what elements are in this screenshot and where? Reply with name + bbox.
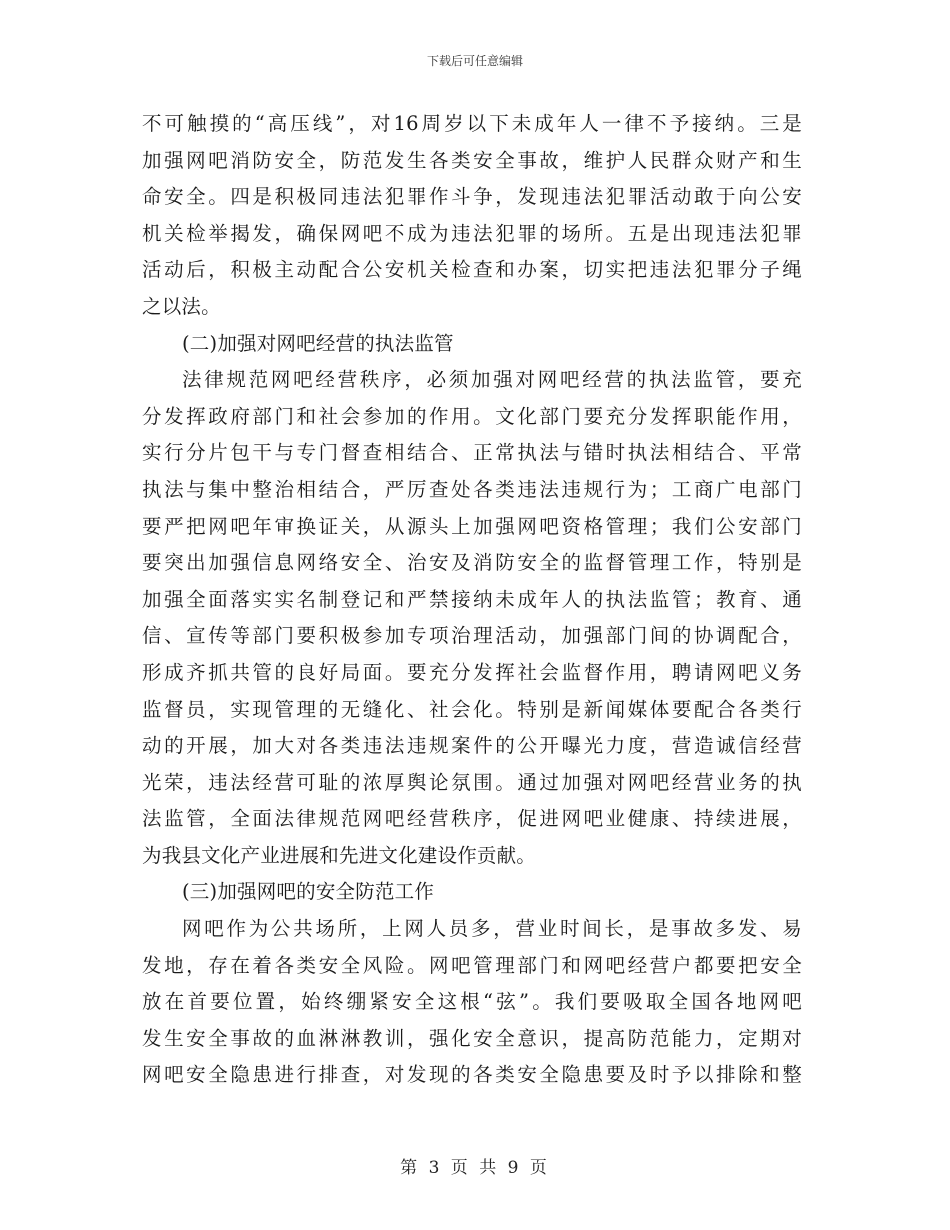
body-text-line: 活动后，积极主动配合公安机关检查和办案，切实把违法犯罪分子绳 [142,258,802,282]
page-number: 第 3 页 共 9 页 [400,1158,550,1178]
body-text-line: 信、宣传等部门要积极参加专项治理活动，加强部门间的协调配合， [142,624,802,648]
body-text-line: 监督员，实现管理的无缝化、社会化。特别是新闻媒体要配合各类行 [142,697,802,721]
body-text-line: 命安全。四是积极同违法犯罪作斗争，发现违法犯罪活动敢于向公安 [142,185,802,209]
page-header: 下载后可任意编辑 [426,54,523,68]
body-text-line: 放在首要位置，始终绷紧安全这根“弦”。我们要吸取全国各地网吧 [142,990,802,1014]
body-text-line: 机关检举揭发，确保网吧不成为违法犯罪的场所。五是出现违法犯罪 [142,221,802,245]
body-text-line: 加强网吧消防安全，防范发生各类安全事故，维护人民群众财产和生 [142,148,802,172]
body-text-line: 实行分片包干与专门督查相结合、正常执法与错时执法相结合、平常 [142,441,802,465]
section-heading: (三)加强网吧的安全防范工作 [182,880,435,904]
body-text-line: 发生安全事故的血淋淋教训，强化安全意识，提高防范能力，定期对 [142,1026,802,1050]
body-text-line: 不可触摸的“高压线”，对16周岁以下未成年人一律不予接纳。三是 [142,112,802,135]
body-text-line: 要严把网吧年审换证关，从源头上加强网吧资格管理；我们公安部门 [142,514,802,538]
document-body [142,106,802,1094]
body-text-line: 光荣，违法经营可耻的浓厚舆论氛围。通过加强对网吧经营业务的执 [142,770,802,794]
body-text-line: 加强全面落实实名制登记和严禁接纳未成年人的执法监管；教育、通 [142,587,802,611]
body-text-line: 为我县文化产业进展和先进文化建设作贡献。 [142,843,537,867]
body-text-line: 法律规范网吧经营秩序，必须加强对网吧经营的执法监管，要充 [182,368,802,392]
body-text-line: 要突出加强信息网络安全、治安及消防安全的监督管理工作，特别是 [142,551,802,575]
body-text-line: 网吧安全隐患进行排查，对发现的各类安全隐患要及时予以排除和整 [142,1063,802,1087]
body-text-line: 执法与集中整治相结合，严厉查处各类违法违规行为；工商广电部门 [142,477,802,501]
body-text-line: 网吧作为公共场所，上网人员多，营业时间长，是事故多发、易 [182,917,802,941]
body-text-line: 形成齐抓共管的良好局面。要充分发挥社会监督作用，聘请网吧义务 [142,660,802,684]
body-text-line: 法监管，全面法律规范网吧经营秩序，促进网吧业健康、持续进展， [142,807,802,831]
body-text-line: 分发挥政府部门和社会参加的作用。文化部门要充分发挥职能作用， [142,404,802,428]
body-text-line: 动的开展，加大对各类违法违规案件的公开曝光力度，营造诚信经营 [142,734,802,758]
body-text-line: 之以法。 [142,294,221,318]
body-text-line: 发地，存在着各类安全风险。网吧管理部门和网吧经营户都要把安全 [142,953,802,977]
section-heading: (二)加强对网吧经营的执法监管 [182,331,454,355]
